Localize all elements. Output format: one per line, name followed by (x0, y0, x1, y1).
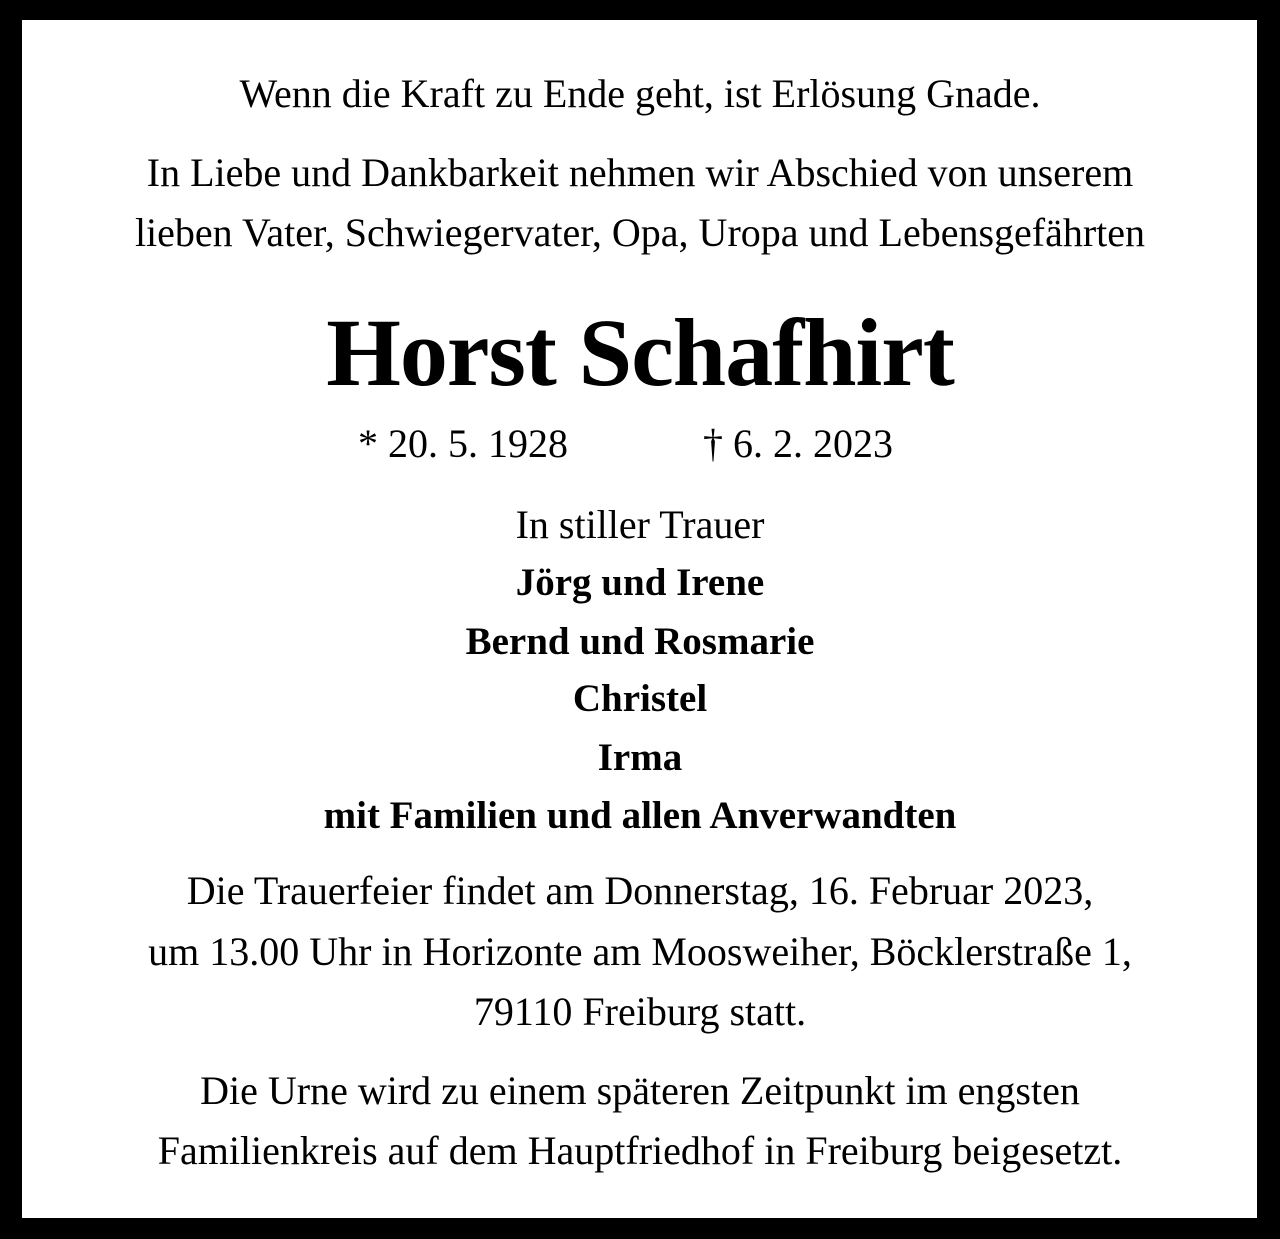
intro-line: In Liebe und Dankbarkeit nehmen wir Abschied von unserem (146, 150, 1134, 195)
intro-line: lieben Vater, Schwiegervater, Opa, Uropa und Lebensgefährten (134, 210, 1146, 255)
mourner-name: Christel (572, 677, 708, 720)
urn-line: Familienkreis auf dem Hauptfriedhof in Freiburg beigesetzt. (157, 1128, 1123, 1173)
death-date: † 6. 2. 2023 (703, 421, 893, 466)
deceased-name: Horst Schafhirt (326, 299, 954, 406)
birth-date: * 20. 5. 1928 (358, 421, 568, 466)
ceremony-line: 79110 Freiburg statt. (473, 989, 807, 1034)
mourner-name: Jörg und Irene (515, 561, 765, 604)
mourning-label: In stiller Trauer (515, 502, 765, 547)
motto: Wenn die Kraft zu Ende geht, ist Erlösung Gnade. (239, 71, 1041, 116)
mourner-name: Irma (597, 736, 683, 779)
mourner-family: mit Familien und allen Anverwandten (323, 794, 957, 837)
mourner-name: Bernd und Rosmarie (465, 620, 815, 663)
ceremony-line: Die Trauerfeier findet am Donnerstag, 16. Februar 2023, (186, 868, 1094, 913)
ceremony-line: um 13.00 Uhr in Horizonte am Moosweiher, Böcklerstraße 1, (148, 929, 1132, 974)
urn-line: Die Urne wird zu einem späteren Zeitpunkt im engsten (200, 1068, 1080, 1113)
